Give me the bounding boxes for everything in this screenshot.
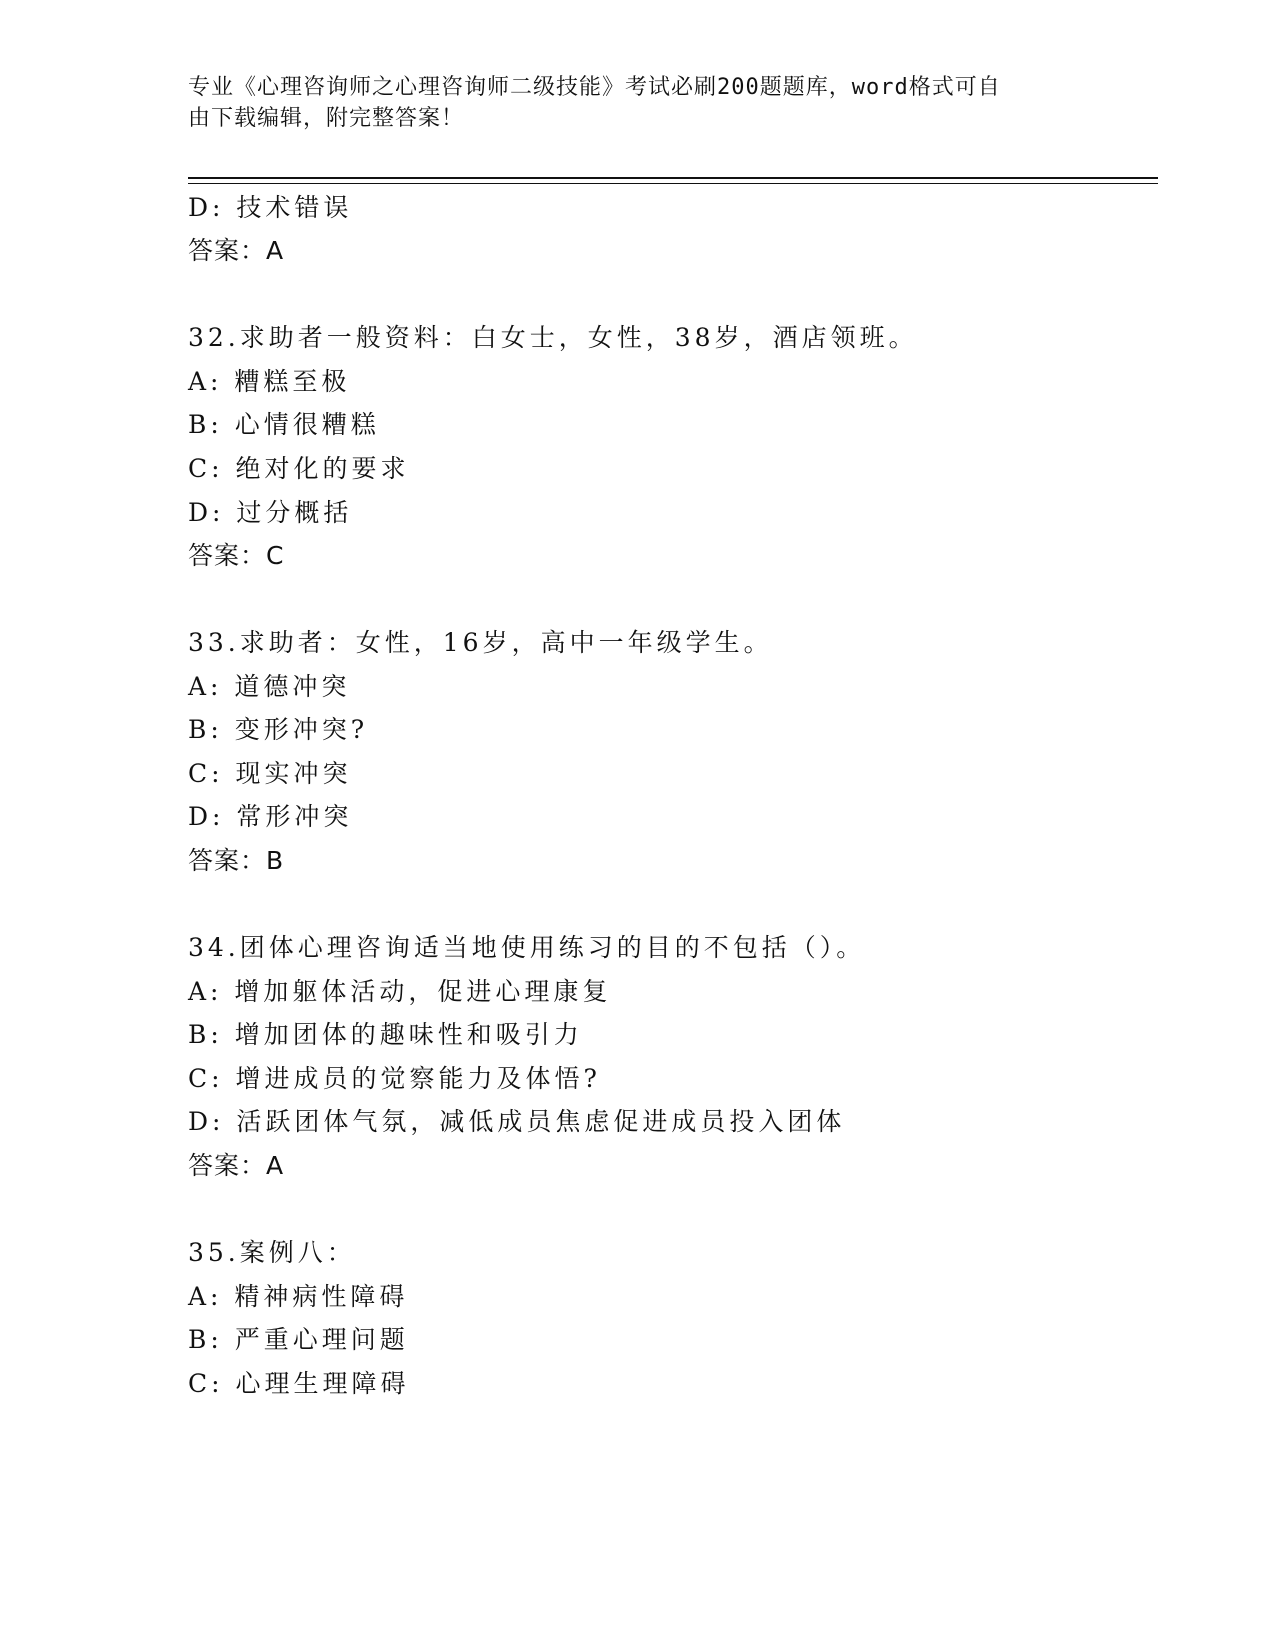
- option-b-33: B: 变形冲突?: [188, 715, 369, 744]
- header-divider-thick: [188, 177, 1158, 179]
- option-d-34: D: 活跃团体气氛，减低成员焦虑促进成员投入团体: [188, 1107, 846, 1136]
- question-32: 32.求助者一般资料：白女士，女性，38岁，酒店领班。: [188, 323, 918, 352]
- question-35: 35.案例八：: [188, 1238, 356, 1267]
- document-header: [188, 72, 1088, 134]
- question-34: 34.团体心理咨询适当地使用练习的目的不包括（）。: [188, 933, 866, 962]
- answer-34: 答案：A: [188, 1151, 285, 1180]
- option-d-33: D: 常形冲突: [188, 802, 353, 831]
- answer-33: 答案：B: [188, 846, 285, 875]
- answer-31: 答案：A: [188, 236, 285, 265]
- option-a-32: A: 糟糕至极: [188, 367, 351, 396]
- option-a-33: A: 道德冲突: [188, 672, 351, 701]
- question-33: 33.求助者：女性，16岁，高中一年级学生。: [188, 628, 773, 657]
- answer-32: 答案：C: [188, 541, 285, 570]
- option-c-34: C: 增进成员的觉察能力及体悟?: [188, 1064, 601, 1093]
- header-line-1: 专业《心理咨询师之心理咨询师二级技能》考试必刷200题题库，word格式可自: [188, 75, 1001, 100]
- option-b-32: B: 心情很糟糕: [188, 410, 380, 439]
- option-c-33: C: 现实冲突: [188, 759, 352, 788]
- option-a-35: A: 精神病性障碍: [188, 1282, 409, 1311]
- option-b-34: B: 增加团体的趣味性和吸引力: [188, 1020, 583, 1049]
- option-a-34: A: 增加躯体活动，促进心理康复: [188, 977, 612, 1006]
- option-c-35: C: 心理生理障碍: [188, 1369, 410, 1398]
- header-line-2: 由下载编辑，附完整答案！: [188, 106, 465, 131]
- header-divider-thin: [188, 183, 1158, 184]
- option-c-32: C: 绝对化的要求: [188, 454, 410, 483]
- option-b-35: B: 严重心理问题: [188, 1325, 409, 1354]
- option-d-32: D: 过分概括: [188, 498, 353, 527]
- option-d-31: D: 技术错误: [188, 193, 353, 222]
